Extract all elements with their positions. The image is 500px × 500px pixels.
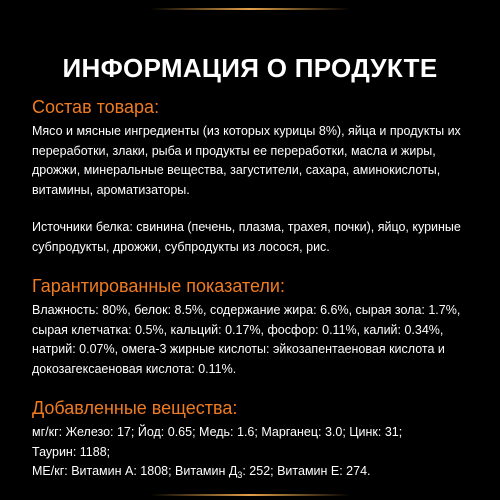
- additives-taurine-line: Таурин: 1188;: [32, 444, 111, 459]
- additives-vitamins-line: [32, 462, 477, 483]
- additives-heading: Добавленные вещества:: [32, 398, 238, 418]
- spacer: [32, 257, 477, 275]
- content: [32, 96, 477, 483]
- composition-section: [32, 96, 477, 257]
- vitamins-prefix: МЕ/кг: Витамин А: 1808; Витамин Д: [32, 464, 238, 478]
- spacer: [32, 379, 477, 397]
- guaranteed-heading: Гарантированные показатели:: [32, 276, 285, 296]
- vitamin-d-subscript: 3: [237, 470, 243, 480]
- spacer: [32, 200, 477, 218]
- vitamins-suffix: : 252; Витамин Е: 274.: [242, 464, 371, 478]
- guaranteed-section: [32, 275, 477, 379]
- guaranteed-text: Влажность: 80%, белок: 8.5%, содержание жира: 6.6%, сырая зола: 1.7%, сырая клетчатка: 0.5%, кальций: 0.17%, фосфор: 0.11%, калий: 0.34%, натрий: 0.07%, омега-3 жирные кислоты: эйкозапентаеновая кислота и докозагексаеновая кислота: 0.11%.: [32, 303, 461, 376]
- page-title: ИНФОРМАЦИЯ О ПРОДУКТЕ: [62, 53, 438, 84]
- bottom-gold-divider: [150, 494, 350, 496]
- composition-heading: Состав товара:: [32, 97, 160, 117]
- additives-section: [32, 397, 477, 483]
- top-gold-divider: [150, 8, 350, 10]
- additives-mg-line: мг/кг: Железо: 17; Йод: 0.65; Медь: 1.6; Марганец: 3.0; Цинк: 31;: [32, 425, 403, 439]
- protein-sources-text: Источники белка: свинина (печень, плазма, трахея, почки), яйцо, куриные субпродукты, дрожжи, субпродукты из лосося, рис.: [32, 220, 461, 254]
- composition-text: Мясо и мясные ингредиенты (из которых курицы 8%), яйца и продукты их переработки, злаки, рыба и продукты ее переработки, масла и жиры, дрожжи, минеральные вещества, загустители, сахара, аминокислоты, витамины, ароматизаторы.: [32, 124, 461, 197]
